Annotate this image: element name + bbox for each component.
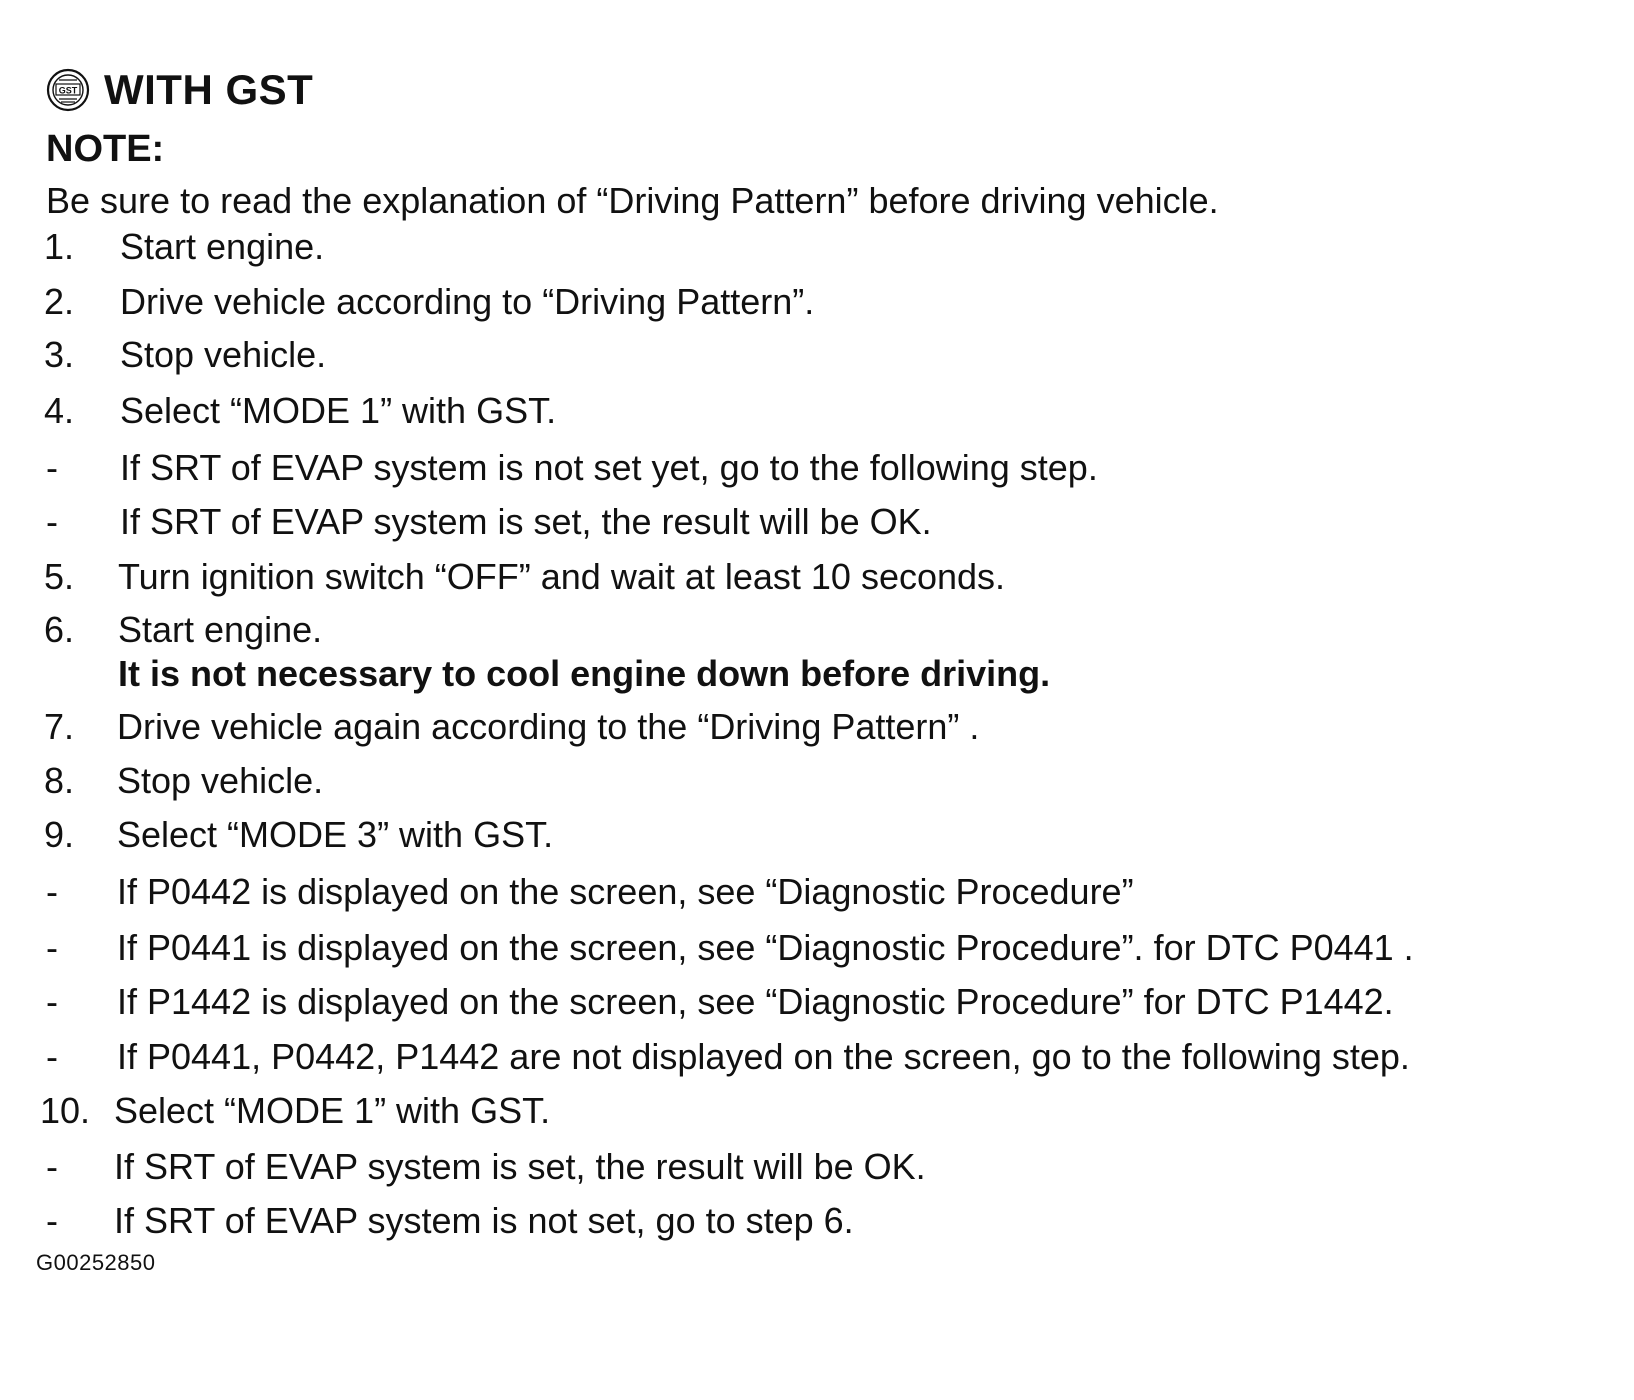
step-number: 10. [40, 1090, 91, 1131]
note-text: Be sure to read the explanation of “Driving Pattern” before driving vehicle. [46, 180, 1219, 221]
step-text: If SRT of EVAP system is set, the result will be OK. [114, 1146, 926, 1187]
step-text: Start engine. [120, 226, 325, 267]
step-number: 8. [44, 760, 75, 801]
step-number: 9. [44, 814, 75, 855]
bullet-dash: - [46, 1200, 58, 1241]
bullet-dash: - [46, 501, 58, 542]
step-text: If SRT of EVAP system is set, the result will be OK. [120, 501, 932, 542]
bullet-dash: - [46, 981, 58, 1022]
step-text: If SRT of EVAP system is not set yet, go to the following step. [120, 447, 1098, 488]
step-text: Start engine. [118, 609, 323, 650]
step-number: 3. [44, 334, 75, 375]
step-text: If P0442 is displayed on the screen, see “Diagnostic Procedure” [117, 871, 1134, 912]
step-text: If P0441 is displayed on the screen, see “Diagnostic Procedure”. for DTC P0441 . [117, 927, 1414, 968]
step-text: Stop vehicle. [117, 760, 324, 801]
step-text: If SRT of EVAP system is not set, go to step 6. [114, 1200, 854, 1241]
step-text: Select “MODE 1” with GST. [114, 1090, 551, 1131]
page-title: WITH GST [104, 66, 314, 113]
figure-code: G00252850 [36, 1250, 156, 1275]
step-text: Drive vehicle according to “Driving Pattern”. [120, 281, 815, 322]
section-header [46, 66, 313, 114]
note-label: NOTE: [46, 128, 165, 170]
bullet-dash: - [46, 1146, 58, 1187]
step-number: 7. [44, 706, 75, 747]
step-number: 5. [44, 556, 75, 597]
svg-text:GST: GST [58, 85, 78, 96]
step-number: 4. [44, 390, 75, 431]
gst-tool-icon [46, 68, 90, 112]
step-text: If P1442 is displayed on the screen, see “Diagnostic Procedure” for DTC P1442. [117, 981, 1394, 1022]
step-text: If P0441, P0442, P1442 are not displayed on the screen, go to the following step. [117, 1036, 1410, 1077]
step-text: Select “MODE 1” with GST. [120, 390, 557, 431]
step-number: 6. [44, 609, 75, 650]
step-number: 2. [44, 281, 75, 322]
step-text: Stop vehicle. [120, 334, 327, 375]
step-text: Select “MODE 3” with GST. [117, 814, 554, 855]
bullet-dash: - [46, 871, 58, 912]
step-number: 1. [44, 226, 75, 267]
bullet-dash: - [46, 447, 58, 488]
step-text: Drive vehicle again according to the “Driving Pattern” . [117, 706, 980, 747]
bullet-dash: - [46, 1036, 58, 1077]
step-text: Turn ignition switch “OFF” and wait at least 10 seconds. [118, 556, 1006, 597]
bullet-dash: - [46, 927, 58, 968]
emphasis-note: It is not necessary to cool engine down before driving. [118, 653, 1051, 694]
